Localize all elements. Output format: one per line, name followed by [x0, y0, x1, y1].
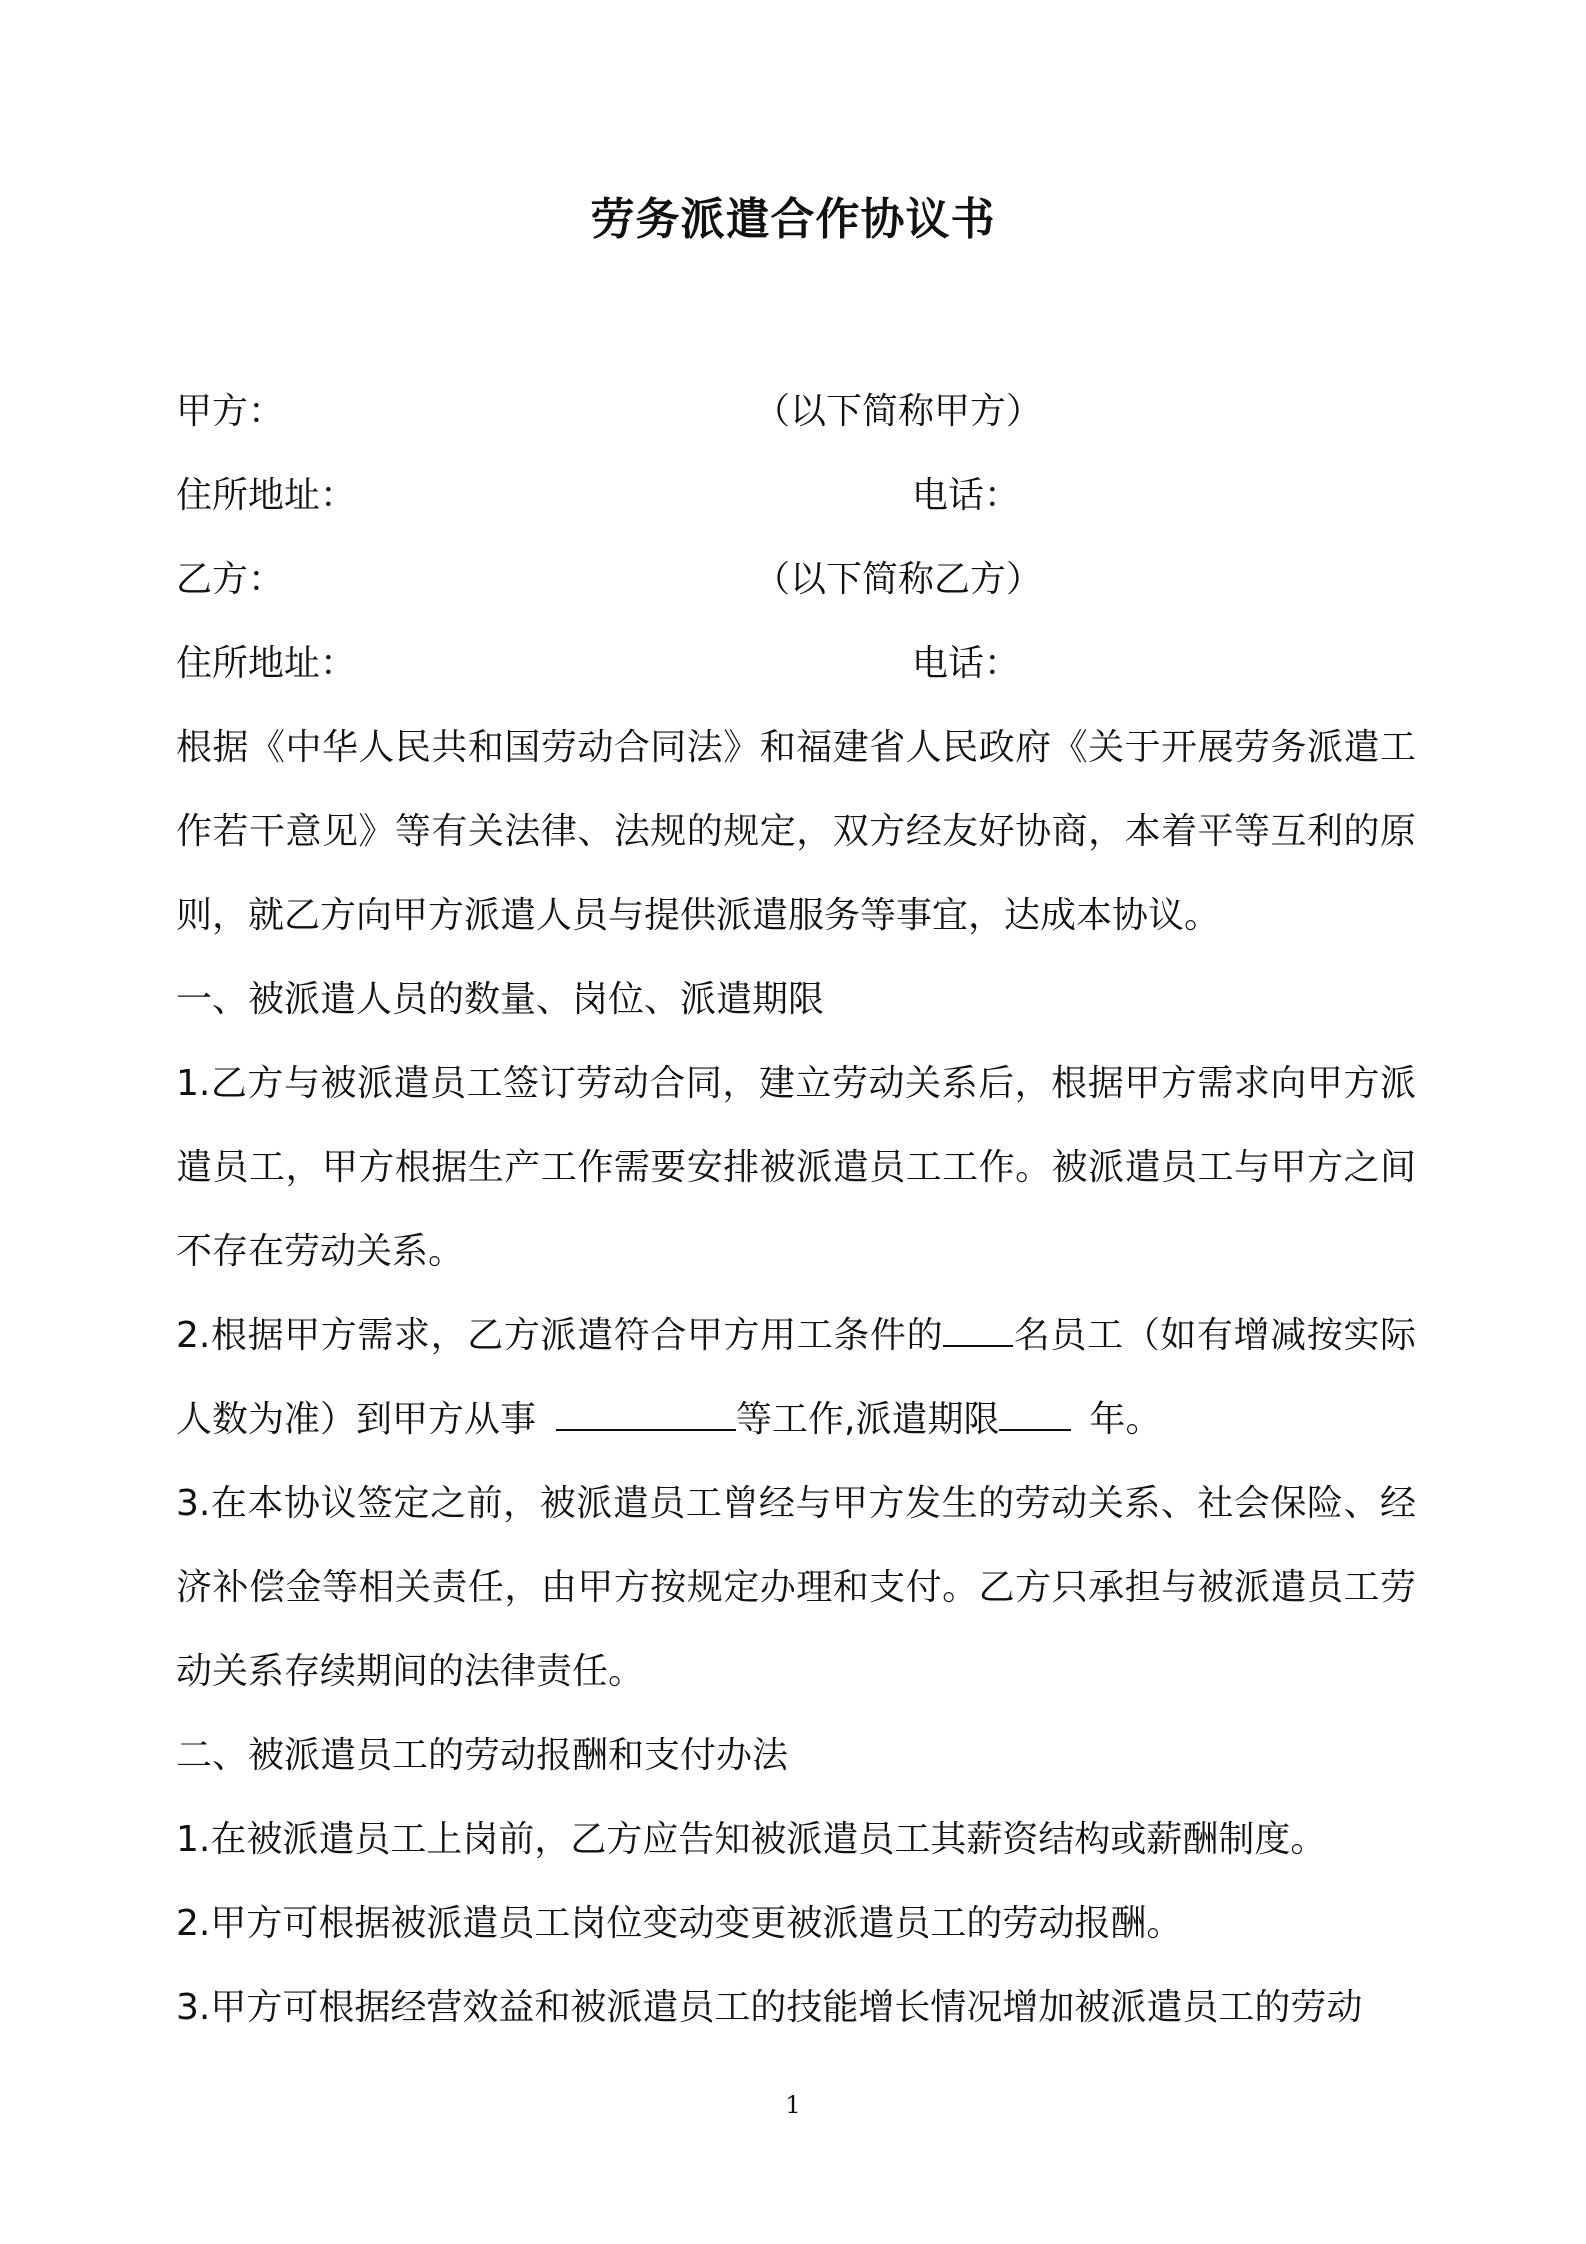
- section-2-item-3: 3.甲方可根据经营效益和被派遣员工的技能增长情况增加被派遣员工的劳动: [176, 1987, 1363, 2028]
- address-label: 住所地址：: [176, 475, 357, 516]
- party-b-row: [176, 556, 1043, 604]
- party-a-label: 甲方：: [176, 391, 285, 432]
- item-2-text-1: 2.根据甲方需求，乙方派遣符合甲方用工条件的: [176, 1315, 944, 1356]
- party-a-row: [176, 388, 1043, 436]
- term-years-blank: [999, 1393, 1071, 1431]
- phone-label: 电话：: [912, 643, 1021, 684]
- employee-count-blank: [943, 1309, 1013, 1347]
- item-2-text-4: 年。: [1089, 1399, 1162, 1440]
- address-label: 住所地址：: [176, 643, 357, 684]
- phone-label: 电话：: [912, 475, 1021, 516]
- party-a-note: （以下简称甲方）: [754, 391, 1043, 432]
- section-2-item-1: 1.在被派遣员工上岗前，乙方应告知被派遣员工其薪资结构或薪酬制度。: [176, 1819, 1327, 1860]
- section-2-heading: 二、被派遣员工的劳动报酬和支付办法: [176, 1735, 789, 1776]
- section-1-item-2: [176, 1294, 1416, 1462]
- document-body: [176, 706, 1416, 2050]
- party-a-address-row: [176, 472, 1021, 520]
- item-2-text-3: 等工作,派遣期限: [736, 1399, 1000, 1440]
- party-b-address-row: [176, 640, 1021, 688]
- document-title: 劳务派遣合作协议书: [590, 194, 996, 245]
- section-1-heading: 一、被派遣人员的数量、岗位、派遣期限: [176, 979, 825, 1020]
- item-2-text-2: 名员工（如有增减按实际人数为准）到甲方从事: [176, 1315, 1416, 1440]
- section-2-item-2: 2.甲方可根据被派遣员工岗位变动变更被派遣员工的劳动报酬。: [176, 1903, 1183, 1944]
- section-1-item-1: 1.乙方与被派遣员工签订劳动合同，建立劳动关系后，根据甲方需求向甲方派遣员工，甲方根据生产工作需要安排被派遣员工工作。被派遣员工与甲方之间不存在劳动关系。: [176, 1063, 1416, 1272]
- page-number: 1: [785, 2091, 801, 2119]
- section-1-item-3: 3.在本协议签定之前，被派遣员工曾经与甲方发生的劳动关系、社会保险、经济补偿金等相关责任，由甲方按规定办理和支付。乙方只承担与被派遣员工劳动关系存续期间的法律责任。: [176, 1483, 1416, 1692]
- job-type-blank: [556, 1393, 736, 1431]
- intro-paragraph: 根据《中华人民共和国劳动合同法》和福建省人民政府《关于开展劳务派遣工作若干意见》等有关法律、法规的规定，双方经友好协商，本着平等互利的原则，就乙方向甲方派遣人员与提供派遣服务等事宜，达成本协议。: [176, 727, 1416, 936]
- party-b-label: 乙方：: [176, 559, 285, 600]
- party-b-note: （以下简称乙方）: [754, 559, 1043, 600]
